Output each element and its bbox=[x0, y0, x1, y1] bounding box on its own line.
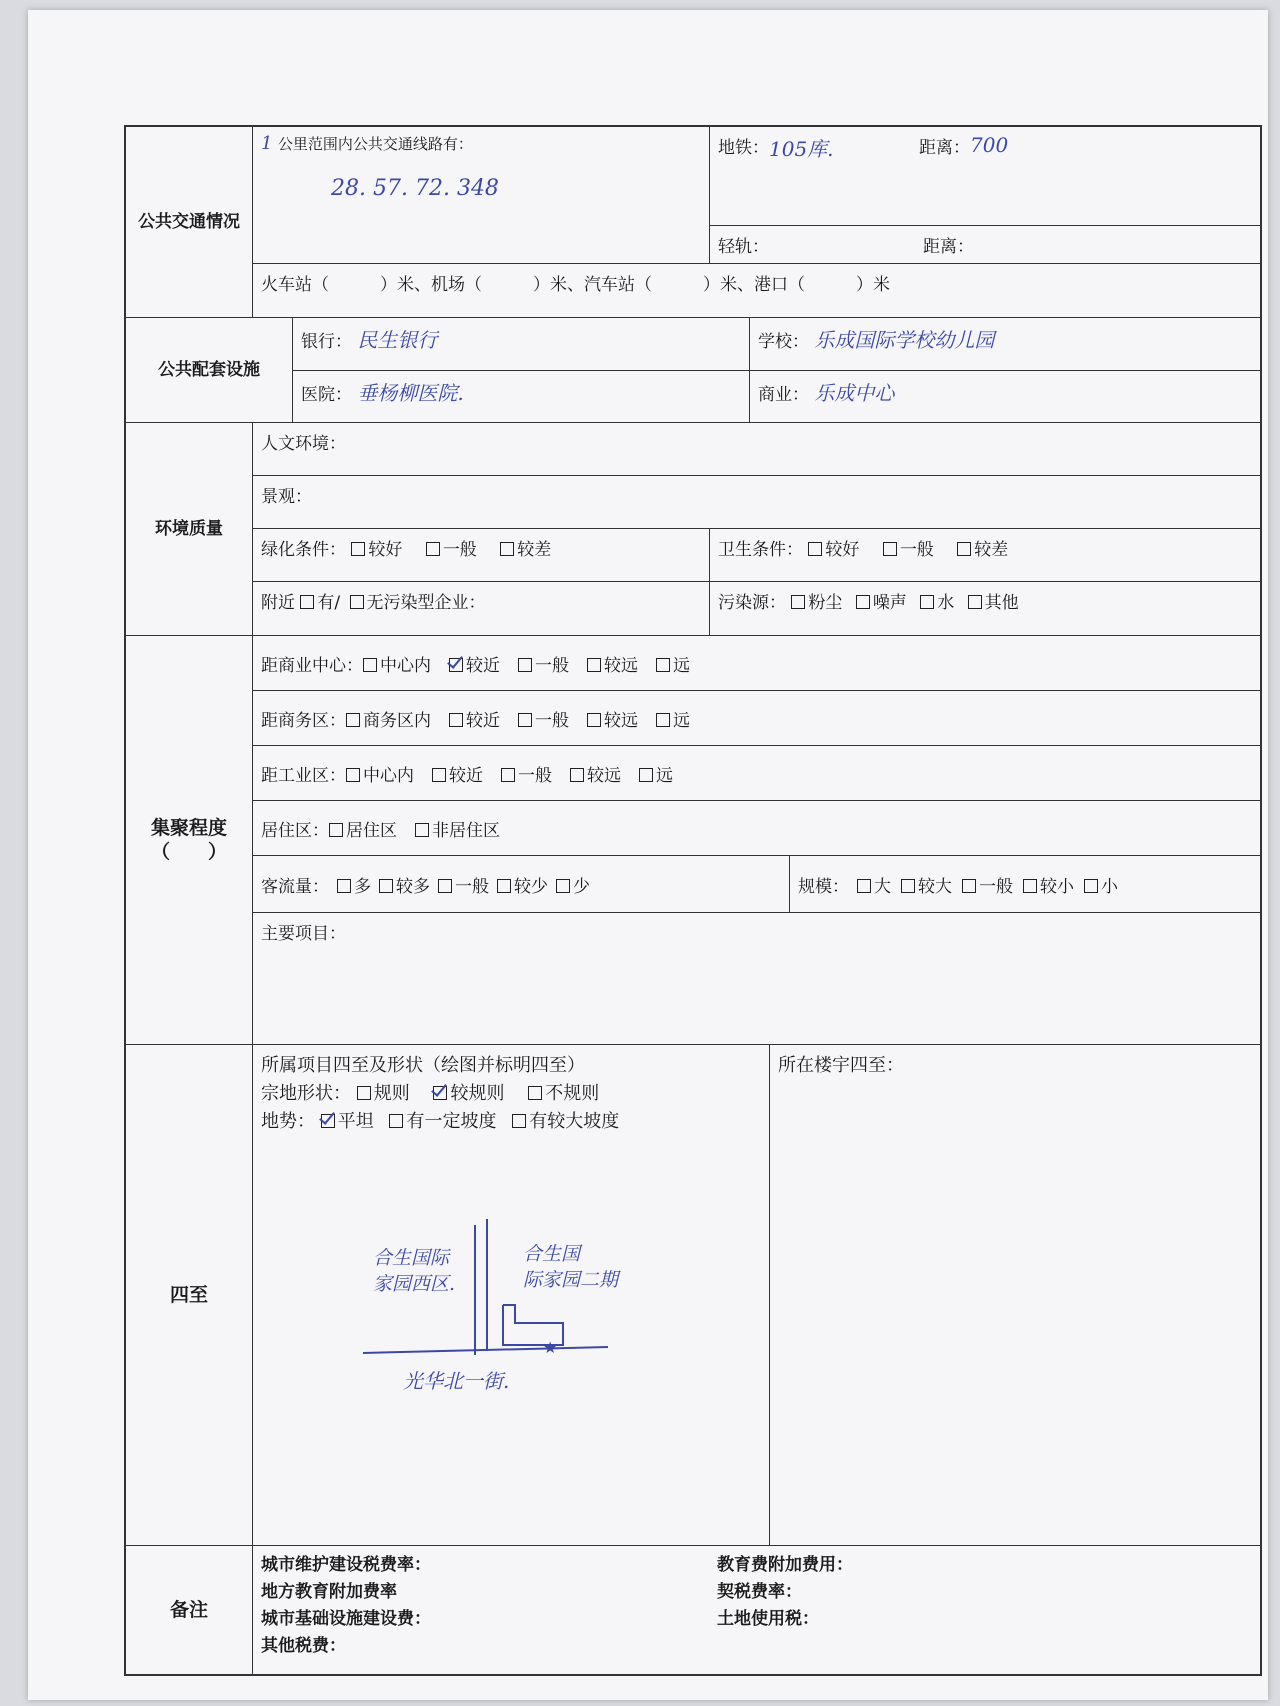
option-label: 有/ bbox=[317, 593, 341, 613]
remark-item: 地方教育附加费率 bbox=[261, 1582, 397, 1602]
sketch-text: 合生国际 bbox=[373, 1247, 450, 1269]
option-label: 较近 bbox=[466, 710, 500, 731]
sketch-east-label bbox=[523, 1241, 618, 1293]
culture-row bbox=[253, 423, 1260, 476]
business-veryfar-checkbox[interactable] bbox=[656, 713, 670, 727]
option-label: 较好 bbox=[825, 540, 860, 560]
metro-distance-label: 距离： bbox=[919, 138, 970, 158]
option-label: 较好 bbox=[368, 540, 403, 560]
bank-cell bbox=[293, 318, 750, 370]
agglomeration-paren: （ ） bbox=[150, 841, 227, 863]
option-label: 有较大坡度 bbox=[529, 1111, 620, 1132]
option-label: 较近 bbox=[466, 655, 500, 676]
option-label: 噪声 bbox=[872, 593, 907, 613]
sanitation-cell bbox=[710, 529, 1034, 581]
scale-large-checkbox[interactable] bbox=[857, 879, 871, 893]
pollution-cell bbox=[710, 582, 1045, 635]
option-label: 不规则 bbox=[545, 1083, 600, 1104]
scale-cell bbox=[790, 856, 1126, 912]
option-label: 较小 bbox=[1040, 876, 1074, 897]
metro-label: 地铁： bbox=[718, 138, 769, 158]
option-label: 大 bbox=[874, 876, 891, 897]
option-label: 较差 bbox=[974, 540, 1009, 560]
option-label: 较规则 bbox=[450, 1083, 505, 1104]
option-label: 远 bbox=[656, 765, 673, 786]
commercial-row bbox=[253, 636, 1260, 691]
residential-no-checkbox[interactable] bbox=[415, 823, 429, 837]
commercial-near-checkbox[interactable] bbox=[449, 658, 463, 672]
routes-label: 公里范围内公共交通线路有： bbox=[277, 135, 473, 153]
commerce-cell bbox=[750, 371, 902, 422]
pollution-dust-checkbox[interactable] bbox=[791, 595, 805, 609]
scale-label: 规模： bbox=[798, 876, 849, 897]
traffic-many-checkbox[interactable] bbox=[337, 879, 351, 893]
terrain-slope-checkbox[interactable] bbox=[389, 1114, 403, 1128]
residential-label: 居住区： bbox=[261, 820, 329, 841]
traffic-more-checkbox[interactable] bbox=[379, 879, 393, 893]
option-label: 多 bbox=[354, 876, 371, 897]
option-label: 规则 bbox=[373, 1083, 410, 1104]
business-normal-checkbox[interactable] bbox=[518, 713, 532, 727]
shape-label: 宗地形状： bbox=[261, 1083, 351, 1104]
svg-text:★: ★ bbox=[543, 1338, 558, 1357]
commercial-center-checkbox[interactable] bbox=[363, 658, 377, 672]
school-label: 学校： bbox=[758, 332, 809, 352]
option-label: 较大 bbox=[918, 876, 952, 897]
traffic-normal-checkbox[interactable] bbox=[438, 879, 452, 893]
bank-label: 银行： bbox=[301, 332, 352, 352]
sketch-west-label bbox=[373, 1245, 455, 1297]
sanitation-normal-checkbox[interactable] bbox=[883, 542, 897, 556]
business-far-checkbox[interactable] bbox=[587, 713, 601, 727]
scale-larger-checkbox[interactable] bbox=[901, 879, 915, 893]
option-label: 较远 bbox=[604, 655, 638, 676]
option-label: 其他 bbox=[984, 593, 1019, 613]
commercial-normal-checkbox[interactable] bbox=[518, 658, 532, 672]
option-label: 少 bbox=[573, 876, 590, 897]
site-sketch bbox=[363, 1205, 643, 1405]
agglomeration-label bbox=[126, 636, 253, 1044]
environment-label: 环境质量 bbox=[126, 423, 253, 635]
remarks-label: 备注 bbox=[126, 1546, 253, 1674]
boundaries-label: 四至 bbox=[126, 1045, 253, 1545]
business-label: 距商务区： bbox=[261, 710, 346, 731]
hospital-label: 医院： bbox=[301, 385, 352, 405]
facilities-section bbox=[126, 318, 1260, 423]
industrial-label: 距工业区： bbox=[261, 765, 346, 786]
remarks-right bbox=[709, 1546, 1260, 1674]
option-label: 有一定坡度 bbox=[406, 1111, 497, 1132]
option-label: 一般 bbox=[518, 765, 552, 786]
pollution-label: 污染源： bbox=[718, 593, 786, 613]
building-cell bbox=[770, 1045, 1260, 1545]
sketch-text: 家园西区. bbox=[373, 1273, 456, 1295]
scale-small-checkbox[interactable] bbox=[1084, 879, 1098, 893]
survey-form bbox=[124, 125, 1262, 1676]
km-value: 1 bbox=[261, 133, 273, 154]
commercial-label: 距商业中心： bbox=[261, 655, 363, 676]
business-row bbox=[253, 691, 1260, 746]
terrain-label: 地势： bbox=[261, 1111, 315, 1132]
transport-label: 公共交通情况 bbox=[126, 127, 253, 317]
building-label: 所在楼宇四至： bbox=[778, 1055, 904, 1076]
industrial-veryfar-checkbox[interactable] bbox=[639, 768, 653, 782]
routes-value: 28. 57. 72. 348 bbox=[331, 176, 499, 201]
greening-label: 绿化条件： bbox=[261, 540, 346, 560]
stations-row bbox=[253, 264, 1260, 301]
option-label: 一般 bbox=[455, 876, 489, 897]
shape-regular-checkbox[interactable] bbox=[357, 1086, 371, 1100]
greening-good-checkbox[interactable] bbox=[351, 542, 365, 556]
option-label: 较远 bbox=[604, 710, 638, 731]
remarks-section bbox=[126, 1546, 1260, 1674]
option-label: 粉尘 bbox=[808, 593, 843, 613]
metro-value: 105库. bbox=[769, 137, 834, 161]
industrial-far-checkbox[interactable] bbox=[570, 768, 584, 782]
school-cell bbox=[750, 318, 1002, 370]
terrain-steep-checkbox[interactable] bbox=[512, 1114, 526, 1128]
school-value: 乐成国际学校幼儿园 bbox=[814, 328, 995, 352]
option-label: 较多 bbox=[396, 876, 430, 897]
option-label: 无污染型企业： bbox=[366, 593, 486, 613]
greening-poor-checkbox[interactable] bbox=[500, 542, 514, 556]
projects-label: 主要项目： bbox=[261, 924, 346, 944]
sanitation-good-checkbox[interactable] bbox=[808, 542, 822, 556]
residential-yes-checkbox[interactable] bbox=[329, 823, 343, 837]
remarks-left bbox=[253, 1546, 709, 1674]
boundaries-left-cell bbox=[253, 1045, 770, 1545]
pollution-noise-checkbox[interactable] bbox=[856, 595, 870, 609]
option-label: 小 bbox=[1101, 876, 1118, 897]
lightrail-label: 轻轨： bbox=[718, 237, 769, 257]
lightrail-distance-label: 距离： bbox=[923, 237, 974, 257]
pollution-water-checkbox[interactable] bbox=[920, 595, 934, 609]
landscape-row bbox=[253, 476, 1260, 529]
remark-item: 契税费率： bbox=[717, 1582, 802, 1602]
option-label: 一般 bbox=[899, 540, 934, 560]
industrial-center-checkbox[interactable] bbox=[346, 768, 360, 782]
transport-section bbox=[126, 127, 1260, 318]
option-label: 一般 bbox=[979, 876, 1013, 897]
commerce-label: 商业： bbox=[758, 385, 809, 405]
commerce-value: 乐成中心 bbox=[814, 381, 895, 405]
traffic-label: 客流量： bbox=[261, 876, 329, 897]
greening-normal-checkbox[interactable] bbox=[426, 542, 440, 556]
option-label: 一般 bbox=[535, 655, 569, 676]
pollution-other-checkbox[interactable] bbox=[968, 595, 982, 609]
nearby-cell bbox=[253, 582, 710, 635]
sanitation-poor-checkbox[interactable] bbox=[957, 542, 971, 556]
remark-item: 土地使用税： bbox=[717, 1609, 819, 1629]
remark-item: 其他税费： bbox=[261, 1636, 346, 1656]
remark-item: 城市基础设施建设费： bbox=[261, 1609, 431, 1629]
sketch-text: 际家园二期 bbox=[523, 1269, 619, 1291]
lightrail-cell bbox=[710, 226, 1260, 263]
bank-value: 民生银行 bbox=[357, 328, 438, 352]
stations-text: 火车站（ ）米、机场（ ）米、汽车站（ ）米、港口（ ）米 bbox=[261, 275, 890, 295]
option-label: 中心内 bbox=[363, 765, 414, 786]
option-label: 远 bbox=[673, 710, 690, 731]
nearby-yes-checkbox[interactable] bbox=[300, 595, 314, 609]
terrain-flat-checkbox[interactable] bbox=[321, 1114, 335, 1128]
sanitation-label: 卫生条件： bbox=[718, 540, 803, 560]
paper-sheet bbox=[28, 10, 1268, 1700]
projects-row bbox=[253, 913, 1260, 1044]
boundaries-section bbox=[126, 1045, 1260, 1546]
traffic-cell bbox=[253, 856, 790, 912]
culture-label: 人文环境： bbox=[261, 434, 346, 454]
metro-distance-value: 700 bbox=[970, 133, 1009, 157]
greening-cell bbox=[253, 529, 710, 581]
industrial-near-checkbox[interactable] bbox=[432, 768, 446, 782]
scale-normal-checkbox[interactable] bbox=[962, 879, 976, 893]
commercial-veryfar-checkbox[interactable] bbox=[656, 658, 670, 672]
option-label: 较近 bbox=[449, 765, 483, 786]
option-label: 一般 bbox=[442, 540, 477, 560]
option-label: 商务区内 bbox=[363, 710, 431, 731]
routes-cell bbox=[253, 127, 710, 263]
traffic-few-checkbox[interactable] bbox=[556, 879, 570, 893]
nearby-label: 附近 bbox=[261, 593, 295, 613]
business-near-checkbox[interactable] bbox=[449, 713, 463, 727]
business-inside-checkbox[interactable] bbox=[346, 713, 360, 727]
sketch-road-label: 光华北一街. bbox=[403, 1369, 510, 1393]
option-label: 较少 bbox=[514, 876, 548, 897]
industrial-row bbox=[253, 746, 1260, 801]
hospital-cell bbox=[293, 371, 750, 422]
agglomeration-section bbox=[126, 636, 1260, 1045]
option-label: 非居住区 bbox=[432, 820, 500, 841]
landscape-label: 景观： bbox=[261, 487, 312, 507]
option-label: 远 bbox=[673, 655, 690, 676]
shape-fairly-regular-checkbox[interactable] bbox=[433, 1086, 447, 1100]
commercial-far-checkbox[interactable] bbox=[587, 658, 601, 672]
nearby-no-checkbox[interactable] bbox=[350, 595, 364, 609]
option-label: 一般 bbox=[535, 710, 569, 731]
option-label: 较差 bbox=[517, 540, 552, 560]
scale-smaller-checkbox[interactable] bbox=[1023, 879, 1037, 893]
facilities-label: 公共配套设施 bbox=[126, 318, 293, 422]
residential-row bbox=[253, 801, 1260, 856]
option-label: 较远 bbox=[587, 765, 621, 786]
option-label: 平坦 bbox=[337, 1111, 374, 1132]
hospital-value: 垂杨柳医院. bbox=[357, 381, 464, 405]
remark-item: 教育费附加费用： bbox=[717, 1555, 853, 1575]
traffic-less-checkbox[interactable] bbox=[497, 879, 511, 893]
sketch-text: 合生国 bbox=[523, 1243, 581, 1265]
agglomeration-title: 集聚程度 bbox=[150, 817, 227, 839]
option-label: 居住区 bbox=[346, 820, 397, 841]
option-label: 水 bbox=[937, 593, 955, 613]
industrial-normal-checkbox[interactable] bbox=[501, 768, 515, 782]
remark-item: 城市维护建设税费率： bbox=[261, 1555, 431, 1575]
boundaries-title: 所属项目四至及形状（绘图并标明四至） bbox=[261, 1055, 585, 1076]
option-label: 中心内 bbox=[380, 655, 431, 676]
metro-cell bbox=[710, 127, 1260, 226]
shape-irregular-checkbox[interactable] bbox=[528, 1086, 542, 1100]
environment-section bbox=[126, 423, 1260, 636]
